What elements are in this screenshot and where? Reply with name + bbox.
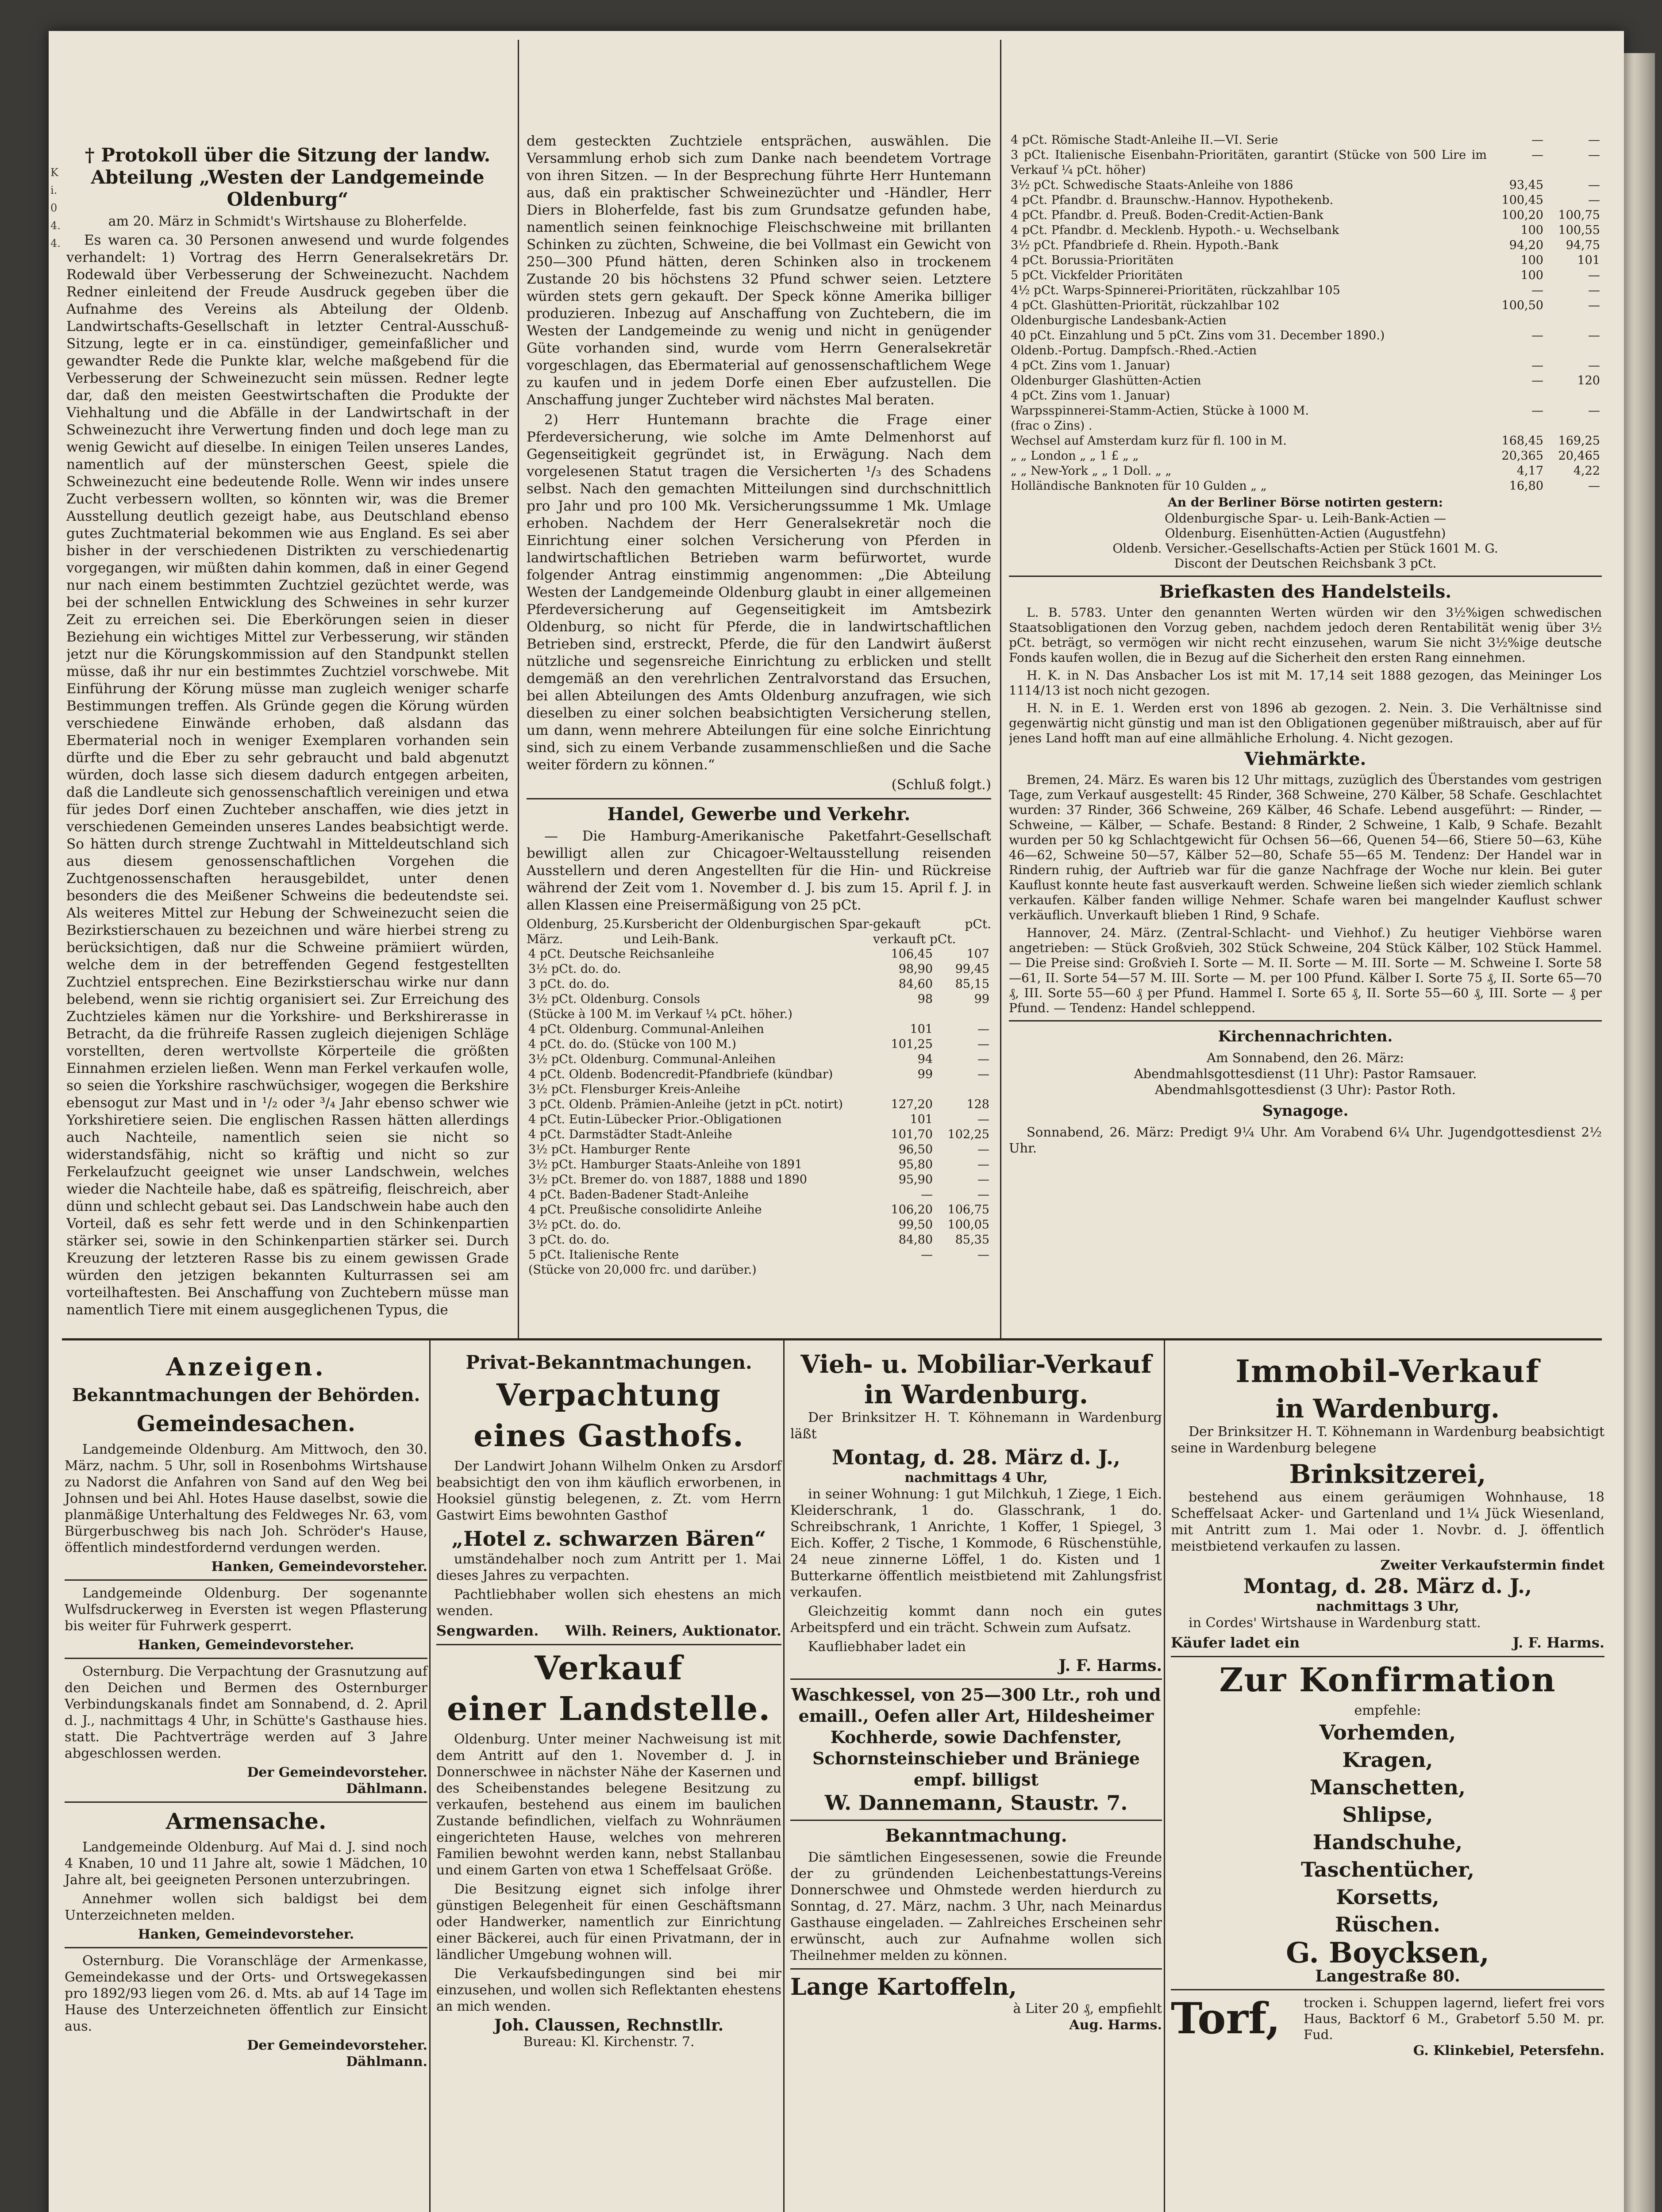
rate-value: 120 — [1577, 374, 1600, 388]
rate-label: 3½ pCt. Pfandbriefe d. Rhein. Hypoth.-Bank — [1011, 238, 1279, 252]
torf-ad — [1171, 1995, 1604, 2043]
column-rule-1 — [518, 40, 519, 1340]
notice-signature: Dählmann. — [346, 1781, 427, 1797]
ad-text: umständehalber noch zum Antritt per 1. Mai dieses Jahres zu verpachten. — [436, 1551, 781, 1583]
ad-text: Kaufliebhaber ladet ein — [808, 1639, 966, 1655]
synagoge-title: Synagoge. — [1262, 1102, 1349, 1120]
ad-text: Pachtliebhaber wollen sich ehestens an mich wenden. — [436, 1587, 781, 1619]
berlin-list: Oldenburgische Spar- u. Leih-Bank-Actien — Oldenburg. Eisenhütten-Actien (Augustfehn) Oldenb. Versicher.-Gesellschafts-Actien per Stück 1601 M. G. Discont der Deutschen Reichsbank 3 pCt. — [1112, 511, 1498, 571]
rate-value: 101,70 — [891, 1128, 933, 1141]
rate-label: 4 pCt. Oldenb. Bodencredit-Pfandbriefe (kündbar) — [528, 1068, 833, 1081]
ad-headline: Zur Konfirmation — [1219, 1661, 1556, 1699]
rate-value — [935, 1007, 991, 1022]
ad-headline: „Hotel z. schwarzen Bären“ — [451, 1527, 766, 1551]
notice-text: Landgemeinde Oldenburg. Der sogenannte Wulfsdruckerweg in Eversten ist wegen Pflasterung bis weiter für Fuhrwerk gesperrt. — [65, 1586, 427, 1634]
konfirmation-item: Rüschen. — [1335, 1912, 1440, 1936]
rate-value: — — [1531, 359, 1543, 373]
rate-value — [1489, 419, 1545, 434]
rate-label: 5 pCt. Vickfelder Prioritäten — [1011, 269, 1183, 282]
rate-label: 4½ pCt. Warps-Spinnerei-Prioritäten, rückzahlbar 105 — [1011, 284, 1340, 297]
rate-value — [1545, 343, 1602, 358]
berlin-title: An der Berliner Börse notirten gestern: — [1168, 495, 1443, 510]
ad-address: Langestraße 80. — [1315, 1967, 1460, 1985]
rate-row — [1009, 313, 1602, 328]
rate-value: 106,75 — [947, 1203, 989, 1217]
rate-value: — — [921, 1188, 933, 1202]
rate-value: 100 — [1520, 269, 1543, 282]
rate-label: 4 pCt. Preußische consolidirte Anleihe — [528, 1203, 762, 1217]
rate-row — [1009, 328, 1602, 343]
rate-row — [1009, 449, 1602, 464]
ad-headline: in Wardenburg. — [1275, 1394, 1500, 1424]
rate-value: — — [977, 1188, 989, 1202]
notice-signature: Hanken, Gemeindevorsteher. — [138, 1927, 354, 1942]
rate-label: 3½ pCt. Schwedische Staats-Anleihe von 1886 — [1011, 178, 1293, 192]
ad-headline: Vieh- u. Mobiliar-Verkauf — [800, 1350, 1152, 1379]
ad-text: nachmittags 3 Uhr, — [1316, 1599, 1459, 1614]
ad-text: Die Verkaufsbedingungen sind bei mir einzusehen, und wollen sich Reflektanten ehestens an mich wenden. — [436, 1966, 781, 2014]
newspaper-page — [49, 31, 1624, 2212]
rate-value: — — [1531, 284, 1543, 297]
rate-value: — — [977, 1022, 989, 1036]
rate-value: 127,20 — [891, 1098, 933, 1111]
rate-value: — — [1588, 269, 1600, 282]
ad-headline: Montag, d. 28. März d. J., — [1243, 1574, 1532, 1598]
notice-text: Osternburg. Die Voranschläge der Armenkasse, Gemeindekasse und der Orts- und Ortswegekassen pro 1892/93 liegen vom 26. d. Mts. ab auf 14 Tage im Hause des Unterzeichneten öffentlich zur Einsicht aus. — [65, 1953, 427, 2034]
rate-row — [527, 1233, 991, 1248]
rate-value: — — [1531, 404, 1543, 418]
viehmaerkte-title: Viehmärkte. — [1244, 749, 1366, 769]
rate-value: 168,45 — [1501, 434, 1543, 448]
rate-value: — — [1588, 133, 1600, 147]
ad-address: Bureau: Kl. Kirchenstr. 7. — [523, 2034, 695, 2050]
rate-row — [527, 1037, 991, 1052]
column-3 — [1009, 133, 1602, 1336]
rate-row — [527, 1187, 991, 1202]
ad-headline: Montag, d. 28. März d. J., — [831, 1445, 1121, 1469]
rate-label: Holländische Banknoten für 10 Gulden „ „ — [1011, 479, 1267, 493]
rate-value: — — [1588, 359, 1600, 373]
rate-value: — — [1588, 404, 1600, 418]
pferdeversicherung-paragraph: 2) Herr Huntemann brachte die Frage einer Pferdeversicherung, wie solche im Amte Delmenhorst auf Gegenseitigkeit gegründet ist, in Erwägung. Nach dem vorgelesenen Statut tragen die Versicherten ¹/₃ des Schadens selbst. Nach den gemachten Mitteilungen sind durchschnittlich pro Jahr und pro 100 Mk. Versicherungssumme 1 Mk. Umlage erhoben. Nachdem der Herr Generalsekretär noch die Einrichtung einer solchen Versicherung von Pferden in landwirtschaftlichen Betrieben warm befürwortet, wurde folgender Antrag einstimmig angenommen: „Die Abteilung Westen der Landgemeinde Oldenburg glaubt in einer allgemeinen Pferdeversicherung auf Gegenseitigkeit im Amtsbezirk Oldenburg, so nicht für Pferde, die in landwirtschaftlichen Betrieben sind, erstreckt, Pferde, die für den Landwirt äußerst nützliche und segensreiche Einrichtung zu erblicken und stellt demgemäß an den verehrlichen Zentralvorstand das Ersuchen, bei allen Abteilungen des Amts Oldenburg anzufragen, wie sich dieselben zu einer solchen beabsichtigten Versicherung stellen, um dann, wenn mehrere Abteilungen für eine solche Einrichtung sind, sich zu einem Verbande zusammenschließen und die Sache weiter fördern zu können.“ — [527, 412, 991, 773]
konfirmation-item: Shlipse, — [1342, 1803, 1433, 1827]
rate-value: 169,25 — [1558, 434, 1600, 448]
ads-column-1 — [62, 1349, 430, 2212]
protokoll-subtitle: am 20. März in Schmidt's Wirtshause zu Bloherfelde. — [108, 214, 467, 229]
rate-row — [1009, 419, 1602, 434]
notice-text: Annehmer wollen sich baldigst bei dem Unterzeichneten melden. — [65, 1891, 427, 1923]
column-rule-2 — [1000, 40, 1001, 1340]
rate-value: — — [1531, 374, 1543, 388]
rate-row — [527, 1202, 991, 1217]
rate-value — [878, 1263, 935, 1278]
section-rule — [62, 1338, 1602, 1340]
rate-value: — — [1588, 284, 1600, 297]
rate-row — [527, 1142, 991, 1157]
rate-value — [1545, 419, 1602, 434]
kurs-table — [527, 947, 991, 1278]
rate-label: 4 pCt. Borussia-Prioritäten — [1011, 253, 1174, 267]
rate-label: Oldenb.-Portug. Dampfsch.-Rhed.-Actien — [1011, 344, 1257, 357]
rate-value: 94,20 — [1509, 238, 1543, 252]
konfirmation-item: Vorhemden, — [1319, 1720, 1456, 1744]
rate-row — [527, 977, 991, 992]
ad-signature: J. F. Harms. — [1512, 1634, 1604, 1651]
rate-value: — — [1588, 193, 1600, 207]
rate-value: 100,55 — [1558, 223, 1600, 237]
rate-value: 100,50 — [1501, 299, 1543, 312]
rate-value: 102,25 — [947, 1128, 989, 1141]
rate-value: — — [921, 1248, 933, 1262]
rate-value: — — [1588, 148, 1600, 162]
ad-signature: Wilh. Reiners, Auktionator. — [565, 1622, 781, 1639]
rate-label: Oldenburger Glashütten-Actien — [1011, 374, 1201, 388]
rate-label: Wechsel auf Amsterdam kurz für fl. 100 in M. — [1011, 434, 1287, 448]
rate-value: — — [977, 1068, 989, 1081]
ad-text: bestehend aus einem geräumigen Wohnhause, 18 Scheffelsaat Acker- und Gartenland und 1¼ Jück Wiesenland, mit Antritt zum 1. Mai oder 1. Novbr. d. J. öffentlich meistbietend verkaufen zu lassen. — [1171, 1490, 1604, 1554]
protokoll-title: † Protokoll über die Sitzung der landw. Abteilung „Westen der Landgemeinde Oldenburg“ — [85, 144, 491, 210]
rate-row — [527, 947, 991, 962]
rate-value: 4,22 — [1573, 464, 1600, 478]
ad-text: in seiner Wohnung: 1 gut Milchkuh, 1 Ziege, 1 Eich. Kleiderschrank, 1 do. Glasschrank, 1 do. Schreibschrank, 1 Anrichte, 1 Koffer, 1 Spiegel, 3 Eich. Koffer, 2 Tische, 1 Kommode, 6 Rüschenstühle, 24 neue zinnerne Löffel, 1 do. Kisten und 1 Butterkarne öffentlich meistbietend mit Zahlungsfrist verkaufen. — [790, 1486, 1162, 1600]
viehmarkt-hannover: Hannover, 24. März. (Zentral-Schlacht- und Viehhof.) Zu heutiger Viehbörse waren angetrieben: — Stück Großvieh, 302 Stück Schweine, 204 Stück Kälber, 102 Stück Hammel. — Die Preise sind: Großvieh I. Sorte — M. II. Sorte — M. III. Sorte — M. Schweine I. Sorte 58—61, II. Sorte 54—57 M. III. Sorte — M. per 100 Pfund. Kälber I. Sorte 75 ₰, II. Sorte 65—70 ₰, III. Sorte 55—60 ₰ per Pfund. Hammel I. Sorte 65 ₰, II. Sorte 55—60 ₰, III. Sorte — ₰ per Pfund. — Tendenz: Handel schleppend. — [1009, 926, 1602, 1015]
protokoll-paragraph: Es waren ca. 30 Personen anwesend und wurde folgendes verhandelt: 1) Vortrag des Herrn Generalsekretärs Dr. Rodewald über Verbesserung der Schweinezucht. Nachdem Redner einleitend der Freude Ausdruck gegeben über die Aufnahme des Vereins als Abteilung der Oldenb. Landwirtschafts-Gesellschaft in letzter Central-Ausschuß-Sitzung, legte er in ca. einstündiger, gemeinfaßlicher und gewandter Rede die Punkte klar, welche maßgebend für die Verbesserung der Schweinezucht sein müssen. Redner legte dar, daß den meisten Geestwirtschaften die Produkte der Viehhaltung und die Abfälle in der Landwirtschaft in der Schweinezucht ihre Verwertung finden und doch lege man zu wenig Gewicht auf dieselbe. In einigen Teilen unseres Landes, namentlich auf der münsterschen Geest, spiele die Schweinezucht eine bedeutende Rolle. Wenn wir indes unsere Zucht verbessern wollten, so könnten wir, was die Bremer Ausstellung deutlich gezeigt habe, aus Deutschland ebenso gutes Zuchtmaterial bekommen wie aus England. Es sei aber bisher in der verschiedenen Distrikten zu verschiedenartig vorgegangen, wir müßten dahin kommen, daß in einer Gegend nur nach einem bestimmten Zuchtziel gezüchtet werde, was bei der schnellen Entwicklung des Schweines in sehr kurzer Zeit zu erreichen sei. Die Eberkörungen seien in dieser Beziehung ein wichtiges Mittel zur Verbesserung, wir ständen jetzt nur die Körungskommission auf den Standpunkt stellen müsse, daß ihr nur ein bestimmtes Zuchtziel vorschwebe. Mit Einführung der Körung müsse man zugleich weniger scharfe Bestimmungen treffen. Als Gründe gegen die Körung würden verschiedene Einwände erhoben, daß alsdann das Ebermaterial noch in weniger Exemplaren vorhanden sein dürfte und die Eber zu sehr gebraucht und bald abgenutzt würden, doch lasse sich diesem dadurch entgegen arbeiten, daß die Landleute sich genossenschaftlich vereinigen und etwa für jedes Dorf einen Zuchteber anschaffen, wie dies jetzt in verschiedenen Gemeinden unseres Landes beabsichtigt werde. So hätten durch strenge Zuchtwahl in Mitteldeutschland sich aus diesem genossenschaftlichen Vorgehen die Zuchtgenossenschaften herausgebildet, unter denen besonders die des Meißener Schweins die bedeutendste sei. Als weiteres Mittel zur Hebung der Schweinezucht seien die Bezirkstierschauen zu bezeichnen und wäre hierbei streng zu berücksichtigen, daß nur die Schweine prämiiert würden, welche dem in der betreffenden Gegend festgestellten Zuchtziel entsprechen. Eine Bezirkstierschau wirke nur dann belebend, wenn sie richtig organisiert sei. Zur Erreichung des Zuchtzieles kämen nur die Yorkshire- und Berkshirerasse in Betracht, da die frühreife Rassen zugleich diejenigen Schläge vorstellten, deren wertvollste Körperteile die größten Einnahmen erzielen ließen. Wenn man Ferkel verkaufen wolle, so seien die Yorkshire raschwüchsiger, wogegen die Berkshire ebensogut zur Mast und in ¹/₂ oder ³/₄ Jahr ebenso schwer wie Yorkshiretiere seien. Die englischen Rassen hätten allerdings auch Nachteile, namentlich seien sie nicht so widerstandsfähig, nicht so kräftig und nicht so zur Ferkelaufzucht geeignet wie unser Landschwein, welches wieder die Nachteile habe, daß es spätreifig, fleischreich, aber dünn und schlecht gebaut sei. Das Landschwein habe auch den Vorteil, daß es sehr fett werde und in den Schinkenpartien stärker sei, sowie in den Schinkenpartien stärker sei. Durch Kreuzung der letzteren Rasse bis zu einem gewissen Grade würden den jetzigen bekannten Kulturrassen sei am vorteilhaftesten. Bei Anschaffung von Zuchtebern müsse man namentlich Tiere mit einem ausgeglichenen Typus, die — [66, 232, 509, 1318]
rate-label: 4 pCt. Pfandbr. d. Mecklenb. Hypoth.- u. Wechselbank — [1011, 223, 1339, 237]
rate-value: 85,35 — [955, 1233, 989, 1247]
rate-label: „ „ New-York „ „ 1 Doll. „ „ — [1011, 464, 1172, 478]
protokoll-continuation: dem gesteckten Zuchtziele entsprächen, auswählen. Die Versammlung erhob sich zum Danke nach beendetem Vortrage von ihren Sitzen. — In der Besprechung führte Herr Huntemann aus, daß ein praktischer Schweinezüchter und -Händler, Herr Diers in Bloherfelde, fast bis zum Grundsatze gefunden habe, namentlich seinen feinknochige Fleischschweine mit brillanten Schinken zu züchten, Schweine, die bei Vollmast ein Gewicht von 250—300 Pfund hätten, deren Schinken also in trockenem Zustande 20 bis höchstens 32 Pfund schwer seien. Letztere würden stets gern gekauft. Der Speck könne Amerika billiger produzieren. Inbezug auf Anschaffung von Zuchtebern, die im Westen der Landgemeinde zu wenig und nicht in genügender Güte vorhanden sind, wurde vom Herrn Generalsekretär vorgeschlagen, das Ebermaterial auf genossenschaftlichem Wege zu kaufen und in jedem Dorfe einen Eber aufzustellen. Die Anschaffung junger Zuchteber wird nächstes Mal beraten. — [527, 133, 991, 408]
anzeigen-title: Anzeigen. — [166, 1352, 326, 1382]
rate-value: — — [977, 1158, 989, 1171]
rate-value: 128 — [966, 1098, 989, 1111]
rate-value: 98 — [917, 992, 933, 1006]
rate-value: — — [977, 1173, 989, 1187]
notice-text: Landgemeinde Oldenburg. Auf Mai d. J. sind noch 4 Knaben, 10 und 11 Jahre alt, sowie 1 Mädchen, 10 Jahre alt, bei geeigneten Personen unterzubringen. — [65, 1839, 427, 1888]
rate-row — [1009, 434, 1602, 449]
notice-signature: Dählmann. — [346, 2054, 427, 2070]
rate-label: 4 pCt. Baden-Badener Stadt-Anleihe — [528, 1188, 749, 1202]
ad-place: Sengwarden. — [436, 1622, 539, 1639]
konfirmation-item: Taschentücher, — [1300, 1858, 1474, 1882]
rate-value: — — [977, 1248, 989, 1262]
handel-text: — Die Hamburg-Amerikanische Paketfahrt-Gesellschaft bewilligt allen zur Chicagoer-Weltausstellung reisenden Ausstellern und deren Angestellten für die Hin- und Rückreise während der Zeit vom 1. November d. J. bis zum 15. April f. J. in allen Klassen eine Preisermäßigung von 25 pCt. — [527, 828, 991, 913]
kurs-heading: Kursbericht der Oldenburgischen Spar- und Leih-Bank. — [623, 917, 873, 946]
rate-row — [1009, 403, 1602, 419]
rate-label: 4 pCt. Zins vom 1. Januar) — [1011, 389, 1170, 403]
privat-title: Privat-Bekanntmachungen. — [466, 1352, 752, 1373]
rate-row — [1009, 133, 1602, 148]
notice-signature: Hanken, Gemeindevorsteher. — [211, 1559, 427, 1575]
rate-row — [1009, 223, 1602, 238]
notice-text: Landgemeinde Oldenburg. Am Mittwoch, den 30. März, nachm. 5 Uhr, soll in Rosenbohms Wirtshause zu Nadorst die Anfahren von Sand auf den Weg bei Johnsen und bei Ahl. Hotes Hause daselbst, sowie die planmäßige Unterhaltung des Feldweges Nr. 63, vom Bürgerbuschweg bis nach Joh. Schröder's Hause, öffentlich mindestfordernd verdungen werden. — [65, 1442, 427, 1555]
rate-label: (frac o Zins) . — [1011, 419, 1093, 433]
ad-headline: in Wardenburg. — [864, 1379, 1089, 1409]
rate-value: 100,45 — [1501, 193, 1543, 207]
rate-row — [1009, 253, 1602, 268]
ads-column-4 — [1168, 1349, 1607, 2212]
rate-value — [1489, 313, 1545, 328]
rate-label: 3 pCt. do. do. — [528, 1233, 610, 1247]
ad-text: empfehle: — [1354, 1703, 1421, 1718]
briefkasten-entry: H. K. in N. Das Ansbacher Los ist mit M. 17,14 seit 1888 gezogen, das Meininger Los 1114/13 ist noch nicht gezogen. — [1009, 668, 1602, 698]
rate-value — [1489, 343, 1545, 358]
rate-label: 4 pCt. Deutsche Reichsanleihe — [528, 947, 714, 961]
rate-label: 3½ pCt. Flensburger Kreis-Anleihe — [528, 1083, 740, 1096]
rate-label: 4 pCt. Römische Stadt-Anleihe II.—VI. Serie — [1011, 133, 1278, 147]
rate-row — [527, 1052, 991, 1067]
briefkasten-title: Briefkasten des Handelsteils. — [1159, 581, 1452, 602]
rate-label: 4 pCt. Zins vom 1. Januar) — [1011, 359, 1170, 373]
ad-text: Käufer ladet ein — [1171, 1634, 1300, 1651]
rate-value: 100 — [1520, 253, 1543, 267]
rate-label: 3½ pCt. Hamburger Rente — [528, 1143, 690, 1156]
rate-value: 84,80 — [898, 1233, 933, 1247]
rate-row — [1009, 208, 1602, 223]
rate-row — [1009, 148, 1602, 178]
rate-row — [1009, 464, 1602, 479]
rate-value: 94 — [917, 1052, 933, 1066]
ad-signature: G. Boycksen, — [1286, 1936, 1489, 1970]
column-2 — [527, 133, 991, 1336]
handel-title: Handel, Gewerbe und Verkehr. — [607, 804, 911, 825]
ad-text: Der Brinksitzer H. T. Köhnemann in Wardenburg läßt — [790, 1410, 1162, 1442]
armensache-title: Armensache. — [165, 1808, 327, 1834]
rate-value: — — [1531, 329, 1543, 342]
rate-row — [527, 1263, 991, 1278]
rate-row — [527, 1082, 991, 1097]
rate-row — [1009, 268, 1602, 283]
briefkasten-entry: H. N. in E. 1. Werden erst von 1896 ab gezogen. 2. Nein. 3. Die Verhältnisse sind gegenwärtig nicht günstig und man ist den Obligationen gegenüber mißtrauisch, aber auf für jenes Land hofft man auf eine allmähliche Erholung. 4. Nicht gezogen. — [1009, 701, 1602, 745]
rate-row — [527, 1007, 991, 1022]
rate-value: 20,465 — [1558, 449, 1600, 463]
rate-label: 4 pCt. Eutin-Lübecker Prior.-Obligationen — [528, 1113, 782, 1126]
ad-headline: Lange Kartoffeln, — [790, 1974, 1017, 2001]
rate-value: 85,15 — [955, 977, 989, 991]
konfirmation-item: Korsetts, — [1336, 1885, 1439, 1909]
rate-label: Oldenburgische Landesbank-Actien — [1011, 314, 1227, 327]
rate-value: 95,80 — [898, 1158, 933, 1171]
rate-row — [1009, 343, 1602, 358]
ad-headline: Bekanntmachung. — [885, 1825, 1067, 1846]
rate-value — [1545, 388, 1602, 403]
kirchen-title: Kirchennachrichten. — [1218, 1028, 1393, 1045]
ad-headline: Torf, — [1171, 1993, 1281, 2043]
rate-row — [1009, 388, 1602, 403]
rate-label: 4 pCt. Glashütten-Priorität, rückzahlbar 102 — [1011, 299, 1280, 312]
rate-value: 99,45 — [955, 962, 989, 976]
rate-value: 20,365 — [1501, 449, 1543, 463]
rate-row — [527, 1248, 991, 1263]
rate-value — [1489, 388, 1545, 403]
notice-signature: Der Gemeindevorsteher. — [247, 1765, 427, 1780]
rate-value: — — [977, 1143, 989, 1156]
rate-value: — — [1531, 148, 1543, 162]
ad-text: Die sämtlichen Eingesessenen, sowie die Freunde der zu gründenden Leichenbestattungs-Vereins Donnerschwee und Ohmstede werden hierdurch zu Sonntag, d. 27. März, nachm. 3 Uhr, nach Meinardus Gasthause eingeladen. — Zahlreiches Erscheinen sehr erwünscht, auch zur Aufnahme wollen sich Theilnehmer melden zu können. — [790, 1850, 1162, 1963]
rate-value: 107 — [966, 947, 989, 961]
ad-headline: Verkauf — [535, 1649, 683, 1687]
rate-value: 84,60 — [898, 977, 933, 991]
rate-row — [1009, 373, 1602, 388]
rate-label: Warpsspinnerei-Stamm-Actien, Stücke à 1000 M. — [1011, 404, 1309, 418]
gemeindesachen-title: Gemeindesachen. — [136, 1410, 356, 1436]
rate-row — [527, 1112, 991, 1127]
kurs-header — [527, 917, 991, 947]
page-edge — [1620, 53, 1655, 2212]
viehmarkt-bremen: Bremen, 24. März. Es waren bis 12 Uhr mittags, zuzüglich des Überstandes vom gestrigen Tage, zum Verkauf ausgestellt: 45 Rinder, 368 Schweine, 270 Kälber, 58 Schafe. Geschlachtet wurden: 37 Rinder, 366 Schweine, 269 Kälber, 46 Schafe. Lebend ausgeführt: — Rinder, — Schweine, — Kälber, — Schafe. Bestand: 8 Rinder, 2 Schweine, 1 Kalb, 9 Schafe. Bezahlt wurden per 50 kg Schlachtgewicht für Ochsen 56—66, Quenen 54—66, Stiere 50—63, Kühe 46—62, Schweine 50—57, Kälber 52—80, Schafe 55—65 M. Tendenz: Der Handel war in Rindern ruhig, der Auftrieb war für die ganze Nachfrage der Woche nur klein. Bei guter Kauflust konnte heute fast ausverkauft werden. Schweine ließen sich wieder ziemlich schlank verkaufen. Kälber fanden willige Nehmer. Schafe waren bei mangelnder Kauflust schwer verkäuflich. Unverkauft blieben 1 Rind, 9 Schafe. — [1009, 772, 1602, 922]
ad-headline: Immobil-Verkauf — [1235, 1353, 1540, 1390]
rate-label: 4 pCt. Darmstädter Stadt-Anleihe — [528, 1128, 732, 1141]
rate-value: 106,20 — [891, 1203, 933, 1217]
rate-label: 4 pCt. Pfandbr. d. Preuß. Boden-Credit-Actien-Bank — [1011, 208, 1323, 222]
ad-text: à Liter 20 ₰, empfiehlt — [1013, 2001, 1162, 2016]
ad-text: in Cordes' Wirtshause in Wardenburg statt. — [1189, 1615, 1481, 1631]
rate-value — [878, 1082, 935, 1097]
rate-label: 3½ pCt. do. do. — [528, 1218, 621, 1232]
rate-value: — — [977, 1037, 989, 1051]
ad-text: Der Landwirt Johann Wilhelm Onken zu Arsdorf beabsichtigt den von ihm käuflich erworbenen, in Hooksiel günstig belegenen, z. Zt. vom Herrn Gastwirt Eims bewohnten Gasthof — [436, 1459, 781, 1523]
rate-label: 4 pCt. Pfandbr. d. Braunschw.-Hannov. Hypothekenb. — [1011, 193, 1334, 207]
ad-signature: G. Klinkebiel, Petersfehn. — [1413, 2043, 1604, 2058]
konfirmation-item: Manschetten, — [1309, 1775, 1466, 1799]
rate-value: 100 — [1520, 223, 1543, 237]
rate-label: 40 pCt. Einzahlung und 5 pCt. Zins vom 31. December 1890.) — [1011, 329, 1385, 342]
ad-headline: Brinksitzerei, — [1289, 1459, 1486, 1489]
ad-text: nachmittags 4 Uhr, — [904, 1470, 1048, 1486]
rate-row — [527, 1217, 991, 1233]
notice-text: Osternburg. Die Verpachtung der Grasnutzung auf den Deichen und Bermen des Osternburger Verbindungskanals findet am Sonnabend, d. 2. April d. J., nachmittags 4 Uhr, in Schütte's Gasthause hies. statt. Die Pachtverträge werden auf 3 Jahre abgeschlossen werden. — [65, 1664, 427, 1761]
ad-signature: Aug. Harms. — [1069, 2017, 1162, 2033]
rate-label: (Stücke à 100 M. im Verkauf ¼ pCt. höher.) — [528, 1007, 793, 1021]
rate-label: 3 pCt. do. do. — [528, 977, 610, 991]
ad-headline: Waschkessel, von 25—300 Ltr., roh und emaill., Oefen aller Art, Hildesheimer Kochherde, sowie Dachfenster, Schornsteinschieber und Bräniege empf. billigst — [791, 1685, 1161, 1790]
ad-headline: Verpachtung — [496, 1378, 721, 1413]
rate-label: 4 pCt. Oldenburg. Communal-Anleihen — [528, 1022, 764, 1036]
konfirmation-item: Handschuhe, — [1312, 1830, 1463, 1854]
rate-row — [1009, 298, 1602, 313]
rate-value: 101 — [1577, 253, 1600, 267]
rate-label: 3½ pCt. do. do. — [528, 962, 621, 976]
rate-row — [527, 1127, 991, 1142]
rate-row — [527, 962, 991, 977]
ad-signature: Joh. Claussen, Rechnstllr. — [494, 2016, 724, 2035]
rate-row — [527, 1157, 991, 1172]
rate-row — [1009, 193, 1602, 208]
kirchen-text: Am Sonnabend, den 26. März: Abendmahlsgottesdienst (11 Uhr): Pastor Ramsauer. Abendmahlsgottesdienst (3 Uhr): Pastor Roth. — [1134, 1050, 1477, 1097]
rate-value: 99 — [917, 1068, 933, 1081]
rate-value: 95,90 — [898, 1173, 933, 1187]
rate-value — [935, 1082, 991, 1097]
notice-signature: Der Gemeindevorsteher. — [247, 2038, 427, 2053]
ad-headline: einer Landstelle. — [446, 1690, 771, 1728]
briefkasten-entry: L. B. 5783. Unter den genannten Werten würden wir den 3½%igen schwedischen Staatsobligationen den Vorzug geben, nachdem jedoch deren Rentabilität wenig über 3½ pCt. beträgt, so vermögen wir nicht recht einzusehen, warum Sie nicht 3½%ige deutsche Fonds kaufen wollen, die in Bezug auf die Sicherheit den ersten Rang einnehmen. — [1009, 605, 1602, 665]
rate-value: 106,45 — [891, 947, 933, 961]
rate-label: 3½ pCt. Oldenburg. Consols — [528, 992, 700, 1006]
rate-row — [527, 1172, 991, 1187]
rate-row — [1009, 283, 1602, 298]
ads-column-2 — [434, 1349, 784, 2212]
rate-value: 94,75 — [1566, 238, 1600, 252]
rate-value — [1545, 313, 1602, 328]
ad-text: Der Brinksitzer H. T. Köhnemann in Wardenburg beabsichtigt seine in Wardenburg belegene — [1171, 1424, 1604, 1456]
rate-value: 99,50 — [898, 1218, 933, 1232]
rate-label: 3½ pCt. Oldenburg. Communal-Anleihen — [528, 1052, 776, 1066]
rate-value: — — [1588, 329, 1600, 342]
konfirmation-item: Kragen, — [1342, 1748, 1433, 1772]
rate-value — [935, 1263, 991, 1278]
schluss-folgt: (Schluß folgt.) — [891, 777, 991, 793]
rate-row — [1009, 178, 1602, 193]
ad-text: trocken i. Schuppen lagernd, liefert frei vors Haus, Backtorf 6 M., Grabetorf 5.50 M. pr. Fud. — [1304, 1995, 1604, 2042]
rate-value: — — [977, 1052, 989, 1066]
rate-value: 101 — [910, 1022, 933, 1036]
behoerden-subtitle: Bekanntmachungen der Behörden. — [72, 1385, 420, 1406]
rate-row — [527, 992, 991, 1007]
margin-text: Ki. 04. 4. — [50, 166, 61, 250]
rate-value: 93,45 — [1509, 178, 1543, 192]
rate-label: 3½ pCt. Bremer do. von 1887, 1888 und 1890 — [528, 1173, 807, 1187]
rate-label: 4 pCt. do. do. (Stücke von 100 M.) — [528, 1037, 736, 1051]
ad-signature: W. Dannemann, Staustr. 7. — [824, 1791, 1128, 1815]
konfirmation-list — [1171, 1719, 1604, 1938]
rate-value: 16,80 — [1509, 479, 1543, 493]
ad-text: Gleichzeitig kommt dann noch ein gutes Arbeitspferd und ein trächt. Schwein zum Aufsatz. — [790, 1604, 1162, 1636]
rate-row — [1009, 479, 1602, 494]
rate-row — [1009, 358, 1602, 373]
kurs-col-heads: gekauft pCt. verkauft pCt. — [873, 917, 991, 946]
kurs-date: Oldenburg, 25. März. — [527, 917, 623, 946]
rate-row — [527, 1097, 991, 1112]
rate-value: — — [1531, 133, 1543, 147]
rate-value: 96,50 — [898, 1143, 933, 1156]
notice-signature: Hanken, Gemeindevorsteher. — [138, 1637, 354, 1653]
rate-value: 100,20 — [1501, 208, 1543, 222]
rate-value: 98,90 — [898, 962, 933, 976]
ad-headline: eines Gasthofs. — [473, 1418, 744, 1454]
rate-label: 3 pCt. Italienische Eisenbahn-Prioritäten, garantirt (Stücke von 500 Lire im Verkauf ¼ pCt. höher) — [1011, 148, 1487, 177]
ad-text: Zweiter Verkaufstermin findet — [1380, 1558, 1604, 1573]
rate-label: 5 pCt. Italienische Rente — [528, 1248, 679, 1262]
rate-value: — — [977, 1113, 989, 1126]
ad-text: Die Besitzung eignet sich infolge ihrer günstigen Belegenheit für einen Geschäftsmann oder Handwerker, namentlich zur Einrichtung einer Bäckerei, auch für einen Privatmann, der in ländlicher Umgebung wohnen will. — [436, 1882, 781, 1962]
rate-row — [527, 1067, 991, 1082]
rate-value: 101,25 — [891, 1037, 933, 1051]
rate-row — [1009, 238, 1602, 253]
synagoge-text: Sonnabend, 26. März: Predigt 9¼ Uhr. Am Vorabend 6¼ Uhr. Jugendgottesdienst 2½ Uhr. — [1009, 1125, 1602, 1156]
rate-label: 3 pCt. Oldenb. Prämien-Anleihe (jetzt in pCt. notirt) — [528, 1098, 843, 1111]
column-1 — [66, 142, 509, 1336]
ad-text: Oldenburg. Unter meiner Nachweisung ist mit dem Antritt auf den 1. November d. J. in Donnerschwee in nächster Nähe der Kasernen und des Scheibenstandes belegene Besitzung zu verkaufen, bestehend aus einem im baulichen Zustande befindlichen, vielfach zu Wohnräumen eingerichteten Hause, welches von mehreren Familien bewohnt werden kann, nebst Stallanbau und einem Garten von etwa 1 Scheffelsaat Größe. — [436, 1732, 781, 1878]
rate-value: — — [1588, 479, 1600, 493]
rate-value: 4,17 — [1516, 464, 1543, 478]
ad-signature: J. F. Harms. — [1058, 1656, 1162, 1675]
rate-label: „ „ London „ „ 1 £ „ „ — [1011, 449, 1139, 463]
rate-value: 99 — [974, 992, 989, 1006]
ads-column-3 — [788, 1349, 1165, 2212]
rate-value: 101 — [910, 1113, 933, 1126]
rate-value: 100,75 — [1558, 208, 1600, 222]
rate-value: — — [1588, 178, 1600, 192]
rate-row — [527, 1022, 991, 1037]
rate-value — [878, 1007, 935, 1022]
rate-label: 3½ pCt. Hamburger Staats-Anleihe von 1891 — [528, 1158, 803, 1171]
rate-value: — — [1588, 299, 1600, 312]
rate-label: (Stücke von 20,000 frc. und darüber.) — [528, 1263, 757, 1277]
rate-value: 100,05 — [947, 1218, 989, 1232]
kurs-table-continued — [1009, 133, 1602, 494]
